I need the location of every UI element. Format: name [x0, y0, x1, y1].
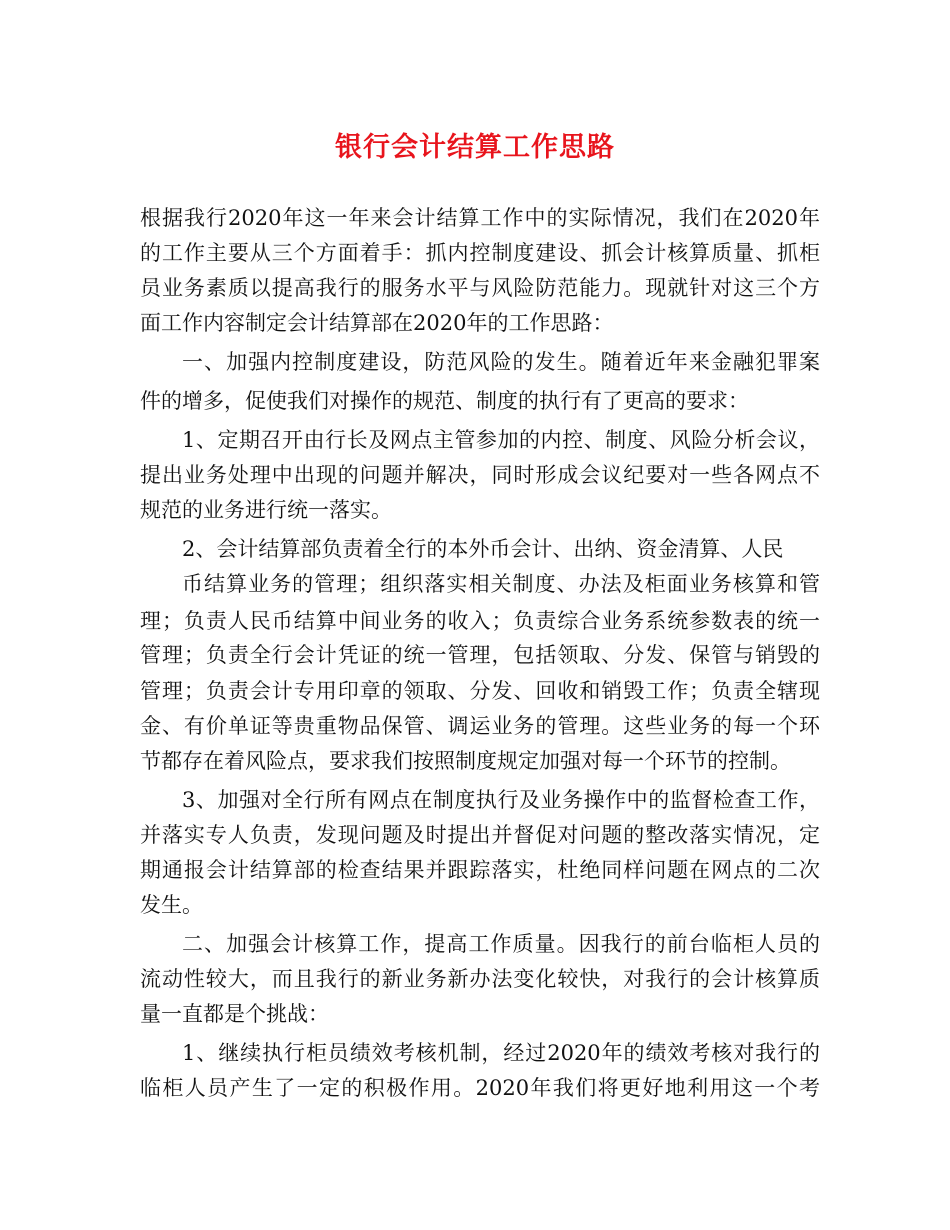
paragraph-line: 量一直都是个挑战： [140, 1002, 329, 1026]
document-title: 银行会计结算工作思路 [335, 132, 615, 163]
paragraph-line: 规范的业务进行统一落实。 [140, 498, 392, 522]
paragraph-line: 临柜人员产生了一定的积极作用。2020年我们将更好地利用这一个考 [140, 1076, 820, 1100]
paragraph-line: 流动性较大，而且我行的新业务新办法变化较快，对我行的会计核算质 [140, 967, 820, 991]
paragraph-line: 件的增多，促使我们对操作的规范、制度的执行有了更高的要求： [140, 389, 749, 413]
paragraph-line: 提出业务处理中出现的问题并解决，同时形成会议纪要对一些各网点不 [140, 463, 820, 487]
paragraph-line: 的工作主要从三个方面着手：抓内控制度建设、抓会计核算质量、抓柜 [140, 241, 820, 265]
paragraph-line: 管理；负责全行会计凭证的统一管理，包括领取、分发、保管与销毁的 [140, 643, 820, 667]
paragraph-line: 金、有价单证等贵重物品保管、调运业务的管理。这些业务的每一个环 [140, 714, 820, 738]
paragraph-line: 期通报会计结算部的检查结果并跟踪落实，杜绝同样问题在网点的二次 [140, 858, 820, 882]
paragraph-line: 管理；负责会计专用印章的领取、分发、回收和销毁工作；负责全辖现 [140, 679, 820, 703]
paragraph-line: 二、加强会计核算工作，提高工作质量。因我行的前台临柜人员的 [182, 932, 820, 956]
paragraph-line: 3、加强对全行所有网点在制度执行及业务操作中的监督检查工作， [182, 788, 820, 812]
paragraph-line: 币结算业务的管理；组织落实相关制度、办法及柜面业务核算和管 [182, 572, 820, 596]
paragraph-line: 一、加强内控制度建设，防范风险的发生。随着近年来金融犯罪案 [182, 350, 820, 374]
paragraph-line: 发生。 [140, 893, 203, 917]
paragraph-line: 面工作内容制定会计结算部在2020年的工作思路： [140, 311, 614, 335]
paragraph-line: 节都存在着风险点，要求我们按照制度规定加强对每一个环节的控制。 [140, 749, 791, 773]
paragraph-line: 2、会计结算部负责着全行的本外币会计、出纳、资金清算、人民 [182, 537, 784, 561]
paragraph-line: 1、定期召开由行长及网点主管参加的内控、制度、风险分析会议， [182, 428, 820, 452]
paragraph-line: 1、继续执行柜员绩效考核机制，经过2020年的绩效考核对我行的 [182, 1041, 820, 1065]
paragraph-line: 根据我行2020年这一年来会计结算工作中的实际情况，我们在2020年 [140, 206, 820, 230]
paragraph-line: 理；负责人民币结算中间业务的收入；负责综合业务系统参数表的统一 [140, 609, 820, 633]
paragraph-line: 员业务素质以提高我行的服务水平与风险防范能力。现就针对这三个方 [140, 276, 820, 300]
paragraph-line: 并落实专人负责，发现问题及时提出并督促对问题的整改落实情况，定 [140, 823, 820, 847]
